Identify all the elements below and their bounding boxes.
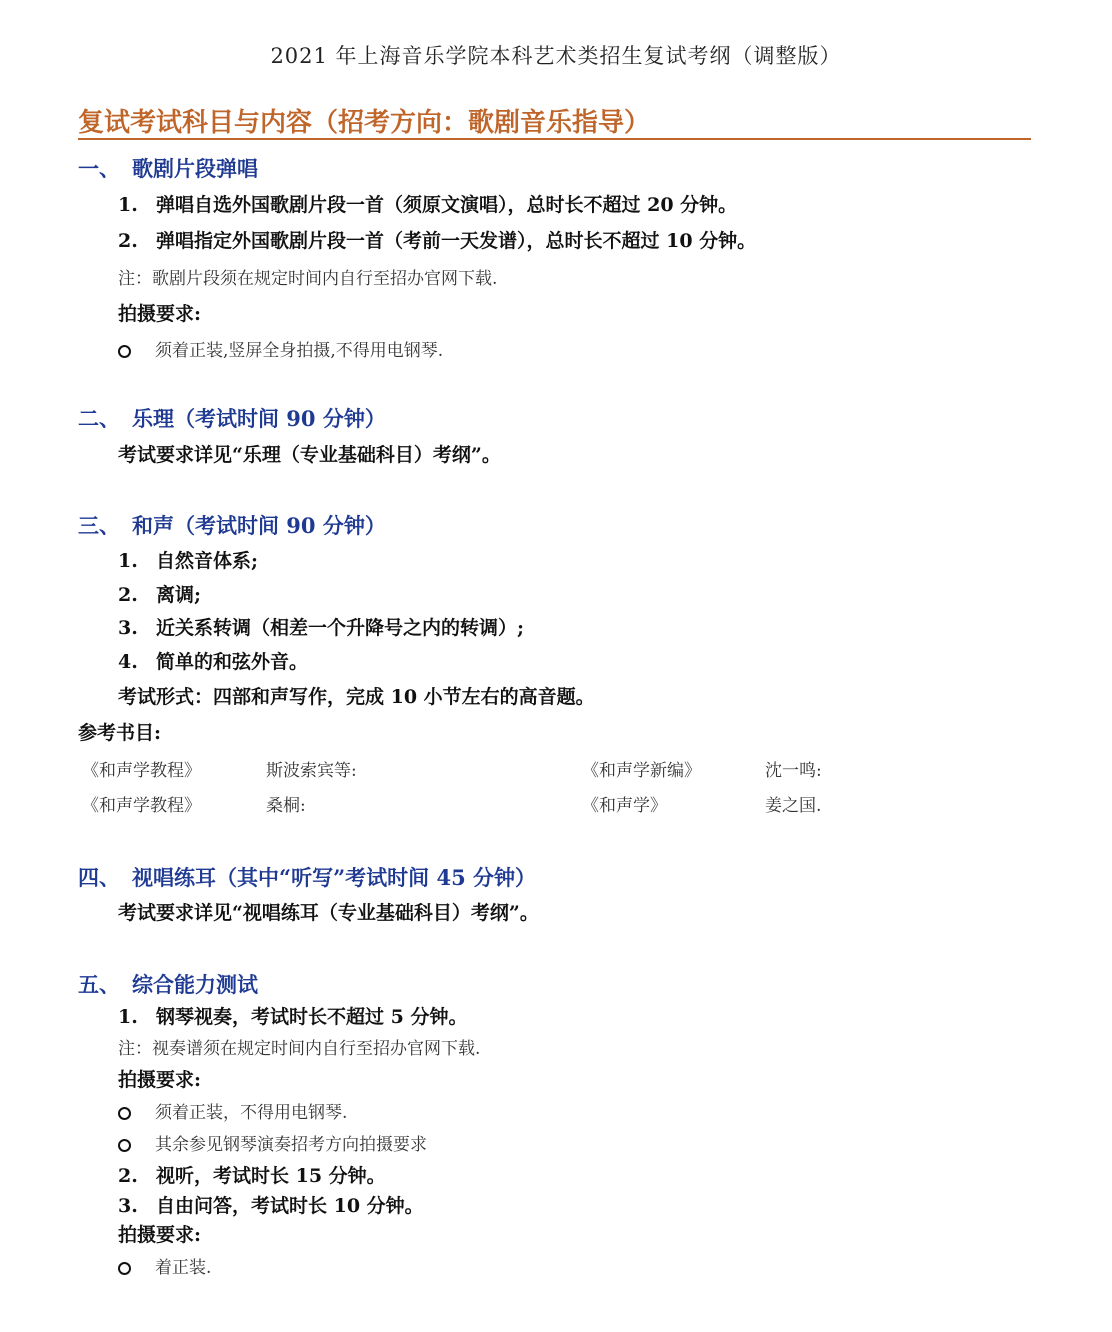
- reference-author: 姜之国.: [765, 796, 822, 816]
- item-number: 1.: [118, 550, 138, 572]
- section-5-requirements-label: 拍摄要求:: [118, 1069, 202, 1091]
- list-item: [118, 647, 308, 674]
- item-number: 2.: [118, 1165, 138, 1187]
- hollow-circle-icon: [118, 1139, 131, 1152]
- item-number: 3.: [118, 617, 138, 639]
- section-1-requirements-label: 拍摄要求:: [118, 303, 202, 325]
- section-3-exam-form: 考试形式：四部和声写作，完成 10 小节左右的高音题。: [118, 686, 595, 708]
- item-text: 自由问答，考试时长 10 分钟。: [156, 1195, 424, 1217]
- section-1-title: 歌剧片段弹唱: [132, 156, 258, 181]
- section-4-heading: [78, 862, 536, 892]
- section-3-number: 三、: [78, 513, 120, 538]
- item-number: 1.: [118, 194, 138, 216]
- section-2-number: 二、: [78, 406, 120, 431]
- bullet-item: [118, 1098, 347, 1123]
- section-4-line: 考试要求详见“视唱练耳（专业基础科目）考纲”。: [118, 902, 539, 924]
- list-item: [118, 226, 756, 253]
- hollow-circle-icon: [118, 1262, 131, 1275]
- list-item: [118, 1161, 386, 1188]
- section-2-title: 乐理（考试时间 90 分钟）: [132, 406, 386, 431]
- document-title: 2021 年上海音乐学院本科艺术类招生复试考纲（调整版）: [270, 44, 842, 68]
- hollow-circle-icon: [118, 1107, 131, 1120]
- item-text: 视听，考试时长 15 分钟。: [156, 1165, 386, 1187]
- section-5-requirements-label-2: 拍摄要求:: [118, 1224, 202, 1246]
- item-text: 弹唱自选外国歌剧片段一首（须原文演唱），总时长不超过 20 分钟。: [156, 194, 738, 216]
- bullet-text: 须着正装，不得用电钢琴.: [155, 1103, 348, 1123]
- item-text: 钢琴视奏，考试时长不超过 5 分钟。: [156, 1006, 468, 1028]
- item-number: 2.: [118, 230, 138, 252]
- item-text: 近关系转调（相差一个升降号之内的转调）;: [156, 617, 525, 639]
- section-2-heading: [78, 403, 386, 433]
- bullet-item: [118, 1130, 427, 1155]
- section-2-line: 考试要求详见“乐理（专业基础科目）考纲”。: [118, 444, 501, 466]
- reference-book: 《和声学》: [582, 796, 667, 816]
- item-number: 4.: [118, 651, 138, 673]
- section-3-title: 和声（考试时间 90 分钟）: [132, 513, 386, 538]
- reference-books-label: 参考书目:: [78, 722, 162, 744]
- list-item: [118, 1191, 424, 1218]
- item-text: 离调;: [156, 584, 202, 606]
- item-number: 2.: [118, 584, 138, 606]
- reference-book: 《和声学新编》: [582, 761, 701, 781]
- section-1-number: 一、: [78, 156, 120, 181]
- main-heading: 复试考试科目与内容（招考方向：歌剧音乐指导）: [78, 108, 651, 138]
- item-text: 简单的和弦外音。: [156, 651, 309, 673]
- bullet-item: [118, 336, 443, 361]
- reference-author: 斯波索宾等:: [266, 761, 357, 781]
- item-text: 弹唱指定外国歌剧片段一首（考前一天发谱），总时长不超过 10 分钟。: [156, 230, 757, 252]
- section-5-title: 综合能力测试: [132, 972, 258, 997]
- section-1-note: 注：歌剧片段须在规定时间内自行至招办官网下载.: [118, 269, 498, 289]
- list-item: [118, 580, 201, 607]
- hollow-circle-icon: [118, 345, 131, 358]
- reference-book: 《和声学教程》: [82, 761, 201, 781]
- section-5-note: 注：视奏谱须在规定时间内自行至招办官网下载.: [118, 1039, 481, 1059]
- section-5-number: 五、: [78, 972, 120, 997]
- reference-author: 桑桐:: [266, 796, 306, 816]
- section-5-heading: [78, 969, 258, 999]
- section-3-heading: [78, 510, 386, 540]
- item-number: 1.: [118, 1006, 138, 1028]
- bullet-text: 须着正装,竖屏全身拍摄,不得用电钢琴.: [155, 341, 444, 361]
- heading-divider: [78, 138, 1031, 140]
- section-4-number: 四、: [78, 865, 120, 890]
- reference-author: 沈一鸣:: [765, 761, 822, 781]
- section-1-heading: [78, 153, 258, 183]
- bullet-text: 着正装.: [155, 1258, 212, 1278]
- bullet-text: 其余参见钢琴演奏招考方向拍摄要求: [155, 1135, 427, 1155]
- list-item: [118, 546, 258, 573]
- section-4-title: 视唱练耳（其中“听写”考试时间 45 分钟）: [132, 865, 537, 890]
- bullet-item: [118, 1253, 211, 1278]
- list-item: [118, 1002, 467, 1029]
- item-text: 自然音体系;: [156, 550, 259, 572]
- item-number: 3.: [118, 1195, 138, 1217]
- list-item: [118, 190, 737, 217]
- reference-book: 《和声学教程》: [82, 796, 201, 816]
- list-item: [118, 613, 524, 640]
